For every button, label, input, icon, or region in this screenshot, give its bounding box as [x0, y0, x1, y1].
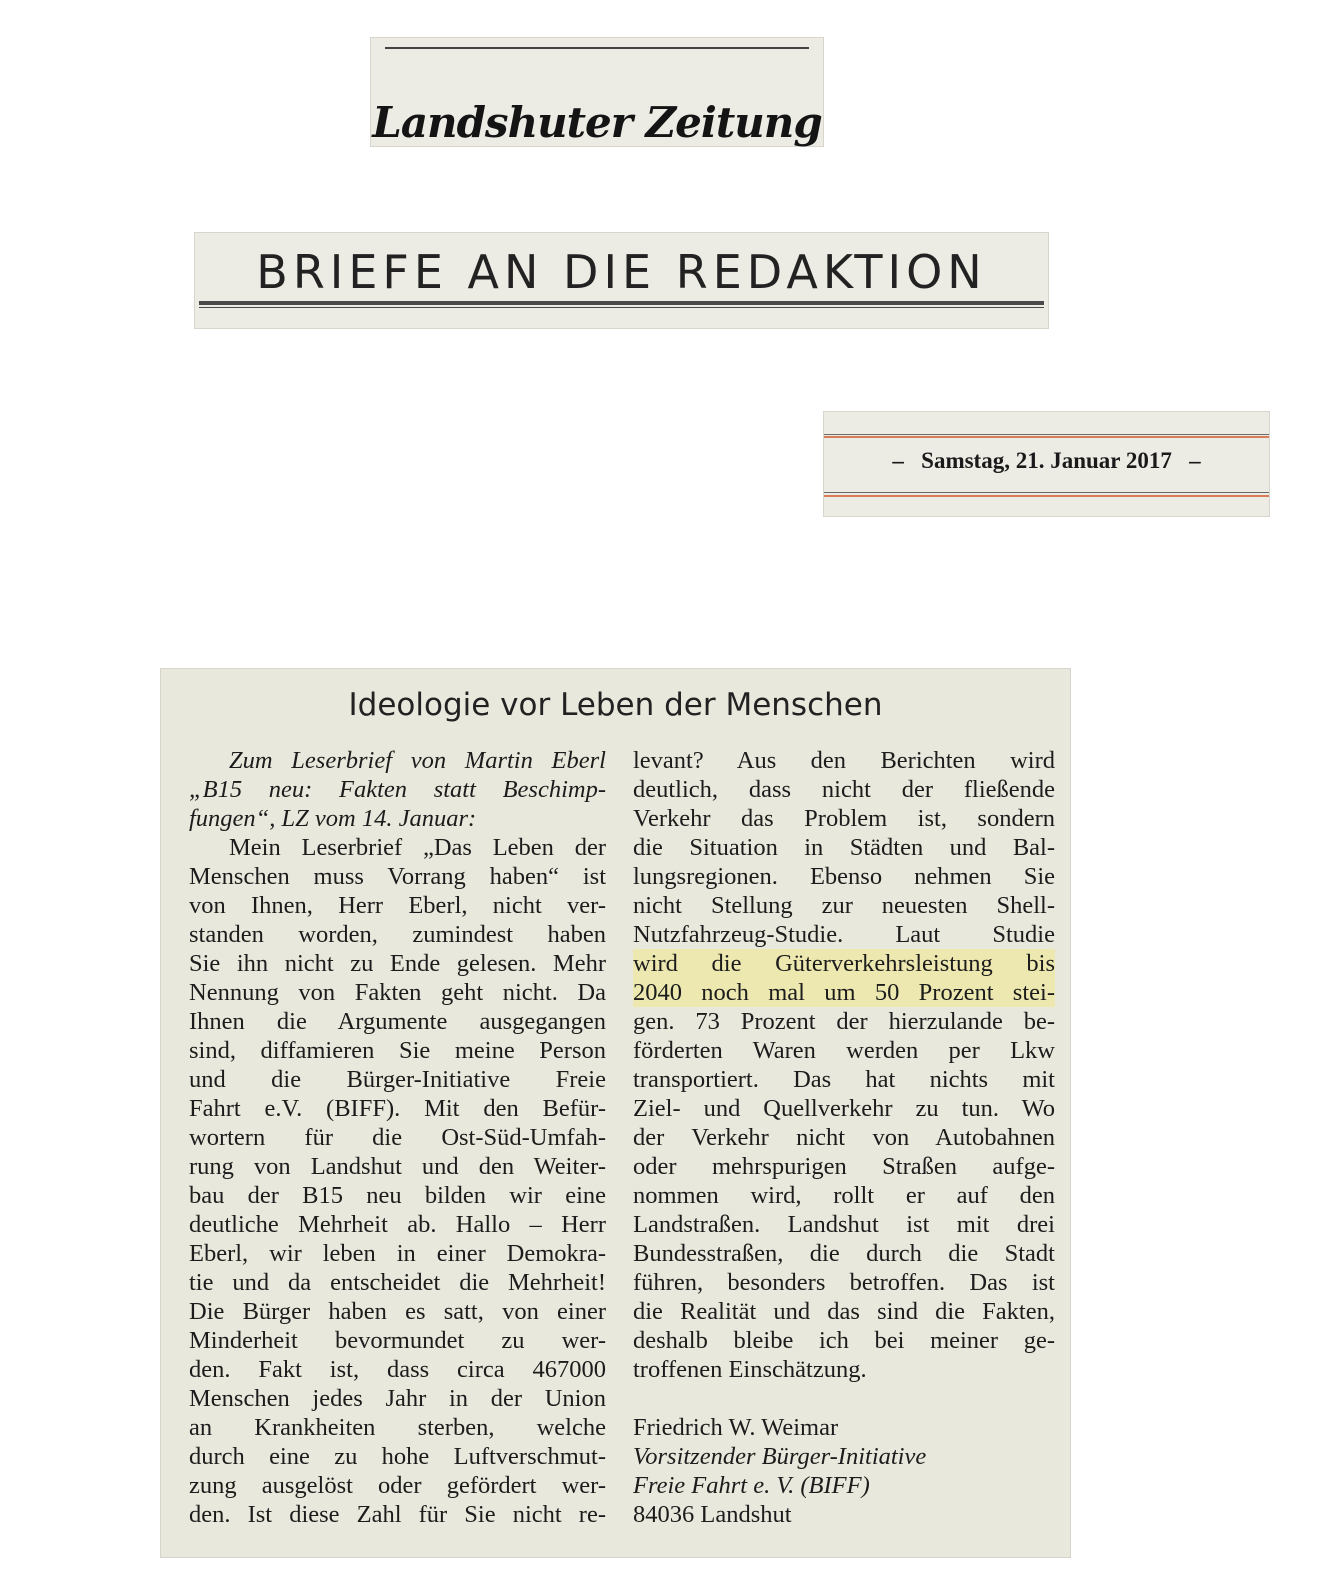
- article-line: Menschen muss Vorrang haben“ ist: [189, 863, 606, 890]
- newspaper-name: Landshuter Zeitung: [372, 98, 822, 147]
- article-line: transportiert. Das hat nichts mit: [633, 1066, 1055, 1093]
- article-line: Die Bürger haben es satt, von einer: [189, 1298, 606, 1325]
- date-rule-top: [824, 434, 1269, 435]
- article-line: deshalb bleibe ich bei meiner ge-: [633, 1327, 1055, 1354]
- date-rule-bottom: [824, 492, 1269, 493]
- section-header-clipping: [195, 233, 1048, 328]
- article-line: Menschen jedes Jahr in der Union: [189, 1385, 606, 1412]
- section-rule: [199, 301, 1044, 305]
- article-line: wird die Güterverkehrsleistung bis: [633, 950, 1055, 977]
- article-line: standen worden, zumindest haben: [189, 921, 606, 948]
- article-line: fungen“, LZ vom 14. Januar:: [189, 805, 477, 832]
- article-line: Nennung von Fakten geht nicht. Da: [189, 979, 606, 1006]
- article-line: von Ihnen, Herr Eberl, nicht ver-: [189, 892, 606, 919]
- spacer: [633, 1384, 1055, 1413]
- article-line: Sie ihn nicht zu Ende gelesen. Mehr: [189, 950, 606, 977]
- article-line: den. Ist diese Zahl für Sie nicht re-: [189, 1501, 606, 1528]
- article-line: nommen wird, rollt er auf den: [633, 1182, 1055, 1209]
- section-title: BRIEFE AN DIE REDAKTION: [256, 245, 987, 299]
- article-line: Ihnen die Argumente ausgegangen: [189, 1008, 606, 1035]
- section-rule-thin: [199, 307, 1044, 308]
- date-clipping: [824, 412, 1269, 516]
- article-line: „B15 neu: Fakten statt Beschimp-: [189, 776, 606, 803]
- article-line: zung ausgelöst oder gefördert wer-: [189, 1472, 606, 1499]
- article-line: bau der B15 neu bilden wir eine: [189, 1182, 606, 1209]
- publication-date: – Samstag, 21. Januar 2017 –: [892, 448, 1201, 473]
- masthead-clipping: [371, 38, 823, 146]
- article-line: Bundesstraßen, die durch die Stadt: [633, 1240, 1055, 1267]
- article-line: Eberl, wir leben in einer Demokra-: [189, 1240, 606, 1267]
- article-line: tie und da entscheidet die Mehrheit!: [189, 1269, 606, 1296]
- article-line: rung von Landshut und den Weiter-: [189, 1153, 606, 1180]
- article-line: Verkehr das Problem ist, sondern: [633, 805, 1055, 832]
- article-line: gen. 73 Prozent der hierzulande be-: [633, 1008, 1055, 1035]
- article-line: Ziel- und Quellverkehr zu tun. Wo: [633, 1095, 1055, 1122]
- article-line: die Realität und das sind die Fakten,: [633, 1298, 1055, 1325]
- author-role: Vorsitzender Bürger-Initiative: [633, 1443, 927, 1470]
- article-line: troffenen Einschätzung.: [633, 1356, 867, 1383]
- article-headline: Ideologie vor Leben der Menschen: [348, 687, 883, 723]
- article-line: levant? Aus den Berichten wird: [633, 747, 1055, 774]
- article-line: wortern für die Ost-Süd-Umfah-: [189, 1124, 606, 1151]
- author-name: Friedrich W. Weimar: [633, 1414, 839, 1441]
- article-line: und die Bürger-Initiative Freie: [189, 1066, 606, 1093]
- article-column-right: [633, 746, 1055, 1529]
- article-clipping: [161, 669, 1070, 1557]
- article-line: 2040 noch mal um 50 Prozent stei-: [633, 979, 1055, 1006]
- article-line: deutlich, dass nicht der fließende: [633, 776, 1055, 803]
- article-line: Zum Leserbrief von Martin Eberl: [229, 747, 606, 774]
- article-line: nicht Stellung zur neuesten Shell-: [633, 892, 1055, 919]
- date-rule-top-accent: [824, 436, 1269, 438]
- article-line: der Verkehr nicht von Autobahnen: [633, 1124, 1055, 1151]
- article-line: deutliche Mehrheit ab. Hallo – Herr: [189, 1211, 606, 1238]
- article-line: förderten Waren werden per Lkw: [633, 1037, 1055, 1064]
- article-line: Minderheit bevormundet zu wer-: [189, 1327, 606, 1354]
- date-rule-bottom-accent: [824, 495, 1269, 497]
- article-line: Nutzfahrzeug-Studie. Laut Studie: [633, 921, 1055, 948]
- article-line: die Situation in Städten und Bal-: [633, 834, 1055, 861]
- article-line: lungsregionen. Ebenso nehmen Sie: [633, 863, 1055, 890]
- article-column-left: [189, 746, 606, 1529]
- article-line: Mein Leserbrief „Das Leben der: [229, 834, 606, 861]
- masthead-rule: [385, 47, 809, 49]
- article-line: Fahrt e.V. (BIFF). Mit den Befür-: [189, 1095, 606, 1122]
- article-line: sind, diffamieren Sie meine Person: [189, 1037, 606, 1064]
- article-line: führen, besonders betroffen. Das ist: [633, 1269, 1055, 1296]
- article-line: an Krankheiten sterben, welche: [189, 1414, 606, 1441]
- article-line: den. Fakt ist, dass circa 467000: [189, 1356, 606, 1383]
- article-line: oder mehrspurigen Straßen aufge-: [633, 1153, 1055, 1180]
- author-city: 84036 Landshut: [633, 1501, 792, 1528]
- author-organization: Freie Fahrt e. V. (BIFF): [633, 1472, 870, 1499]
- article-line: durch eine zu hohe Luftverschmut-: [189, 1443, 606, 1470]
- article-line: Landstraßen. Landshut ist mit drei: [633, 1211, 1055, 1238]
